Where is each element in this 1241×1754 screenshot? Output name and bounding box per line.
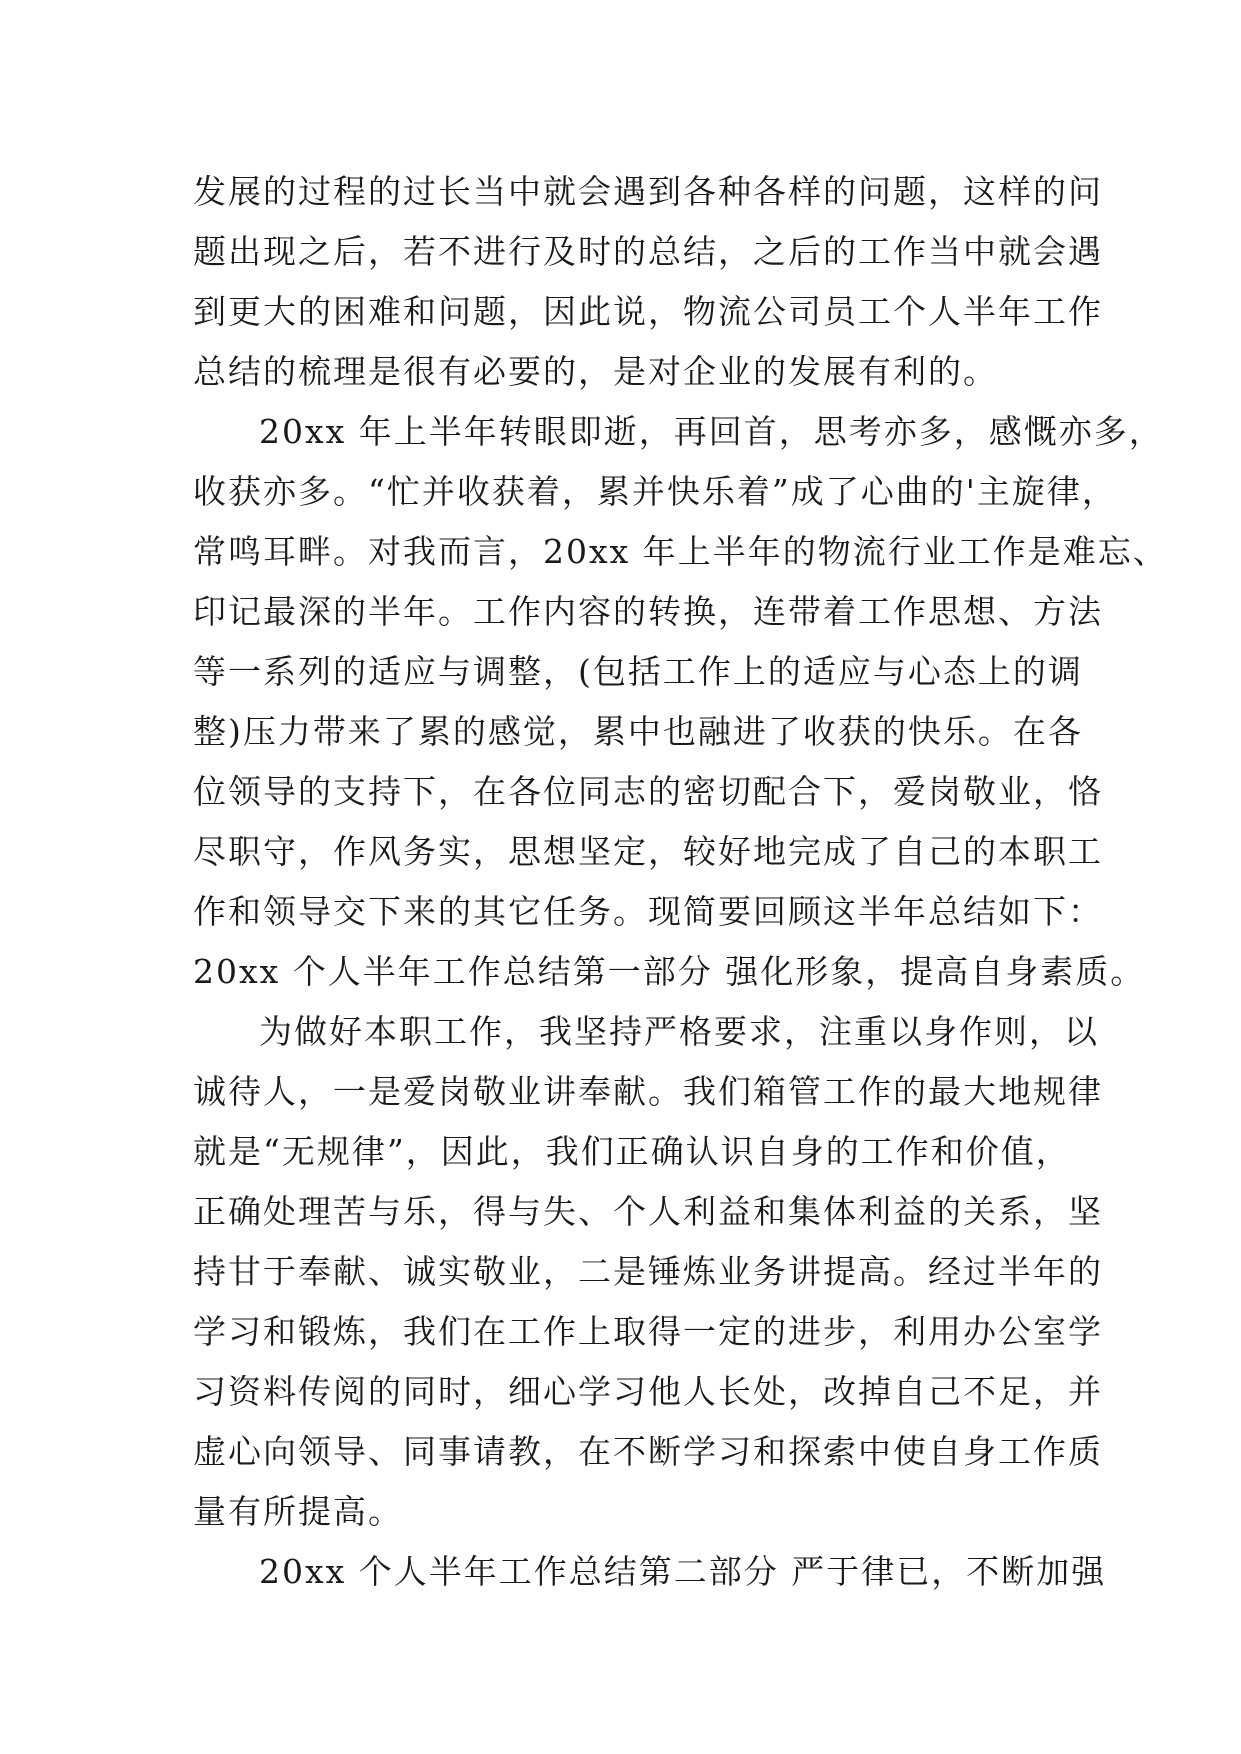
text-line: 学习和锻炼，我们在工作上取得一定的进步，利用办公室学 [193,1312,1103,1351]
text-line: 习资料传阅的同时，细心学习他人长处，改掉自己不足，并 [193,1372,1103,1411]
text-line: 发展的过程的过长当中就会遇到各种各样的问题，这样的问 [193,172,1103,211]
section-heading-1: 20xx 个人半年工作总结第一部分 强化形象，提高自身素质。 [193,952,1146,991]
text-line: 作和领导交下来的其它任务。现简要回顾这半年总结如下： [193,892,1103,931]
section-heading-2: 20xx 个人半年工作总结第二部分 严于律已，不断加强 [259,1552,1107,1591]
text-line: 正确处理苦与乐，得与失、个人利益和集体利益的关系，坚 [193,1192,1103,1231]
text-line: 尽职守，作风务实，思想坚定，较好地完成了自己的本职工 [193,832,1103,871]
text-line: 印记最深的半年。工作内容的转换，连带着工作思想、方法 [193,592,1103,631]
text-line: 就是“无规律”，因此，我们正确认识自身的工作和价值， [193,1132,1071,1171]
text-line: 收获亦多。“忙并收获着，累并快乐着”成了心曲的'主旋律， [193,472,1117,511]
document-body [193,162,1168,1602]
paragraph-first-line: 为做好本职工作，我坚持严格要求，注重以身作则，以 [259,1012,1099,1051]
text-line: 持甘于奉献、诚实敬业，二是锤炼业务讲提高。经过半年的 [193,1252,1103,1291]
text-line: 整)压力带来了累的感觉，累中也融进了收获的快乐。在各 [193,712,1083,751]
text-line: 题出现之后，若不进行及时的总结，之后的工作当中就会遇 [193,232,1103,271]
text-line: 虚心向领导、同事请教，在不断学习和探索中使自身工作质 [193,1432,1103,1471]
text-line: 量有所提高。 [193,1492,403,1531]
text-line: 常鸣耳畔。对我而言，20xx 年上半年的物流行业工作是难忘、 [193,532,1168,571]
text-line: 等一系列的适应与调整，(包括工作上的适应与心态上的调 [193,652,1083,691]
paragraph-first-line: 20xx 年上半年转眼即逝，再回首，思考亦多，感慨亦多， [259,412,1164,451]
text-line: 位领导的支持下，在各位同志的密切配合下，爱岗敬业，恪 [193,772,1103,811]
text-line: 诚待人，一是爱岗敬业讲奉献。我们箱管工作的最大地规律 [193,1072,1103,1111]
text-line: 到更大的困难和问题，因此说，物流公司员工个人半年工作 [193,292,1103,331]
text-line: 总结的梳理是很有必要的，是对企业的发展有利的。 [193,352,998,391]
